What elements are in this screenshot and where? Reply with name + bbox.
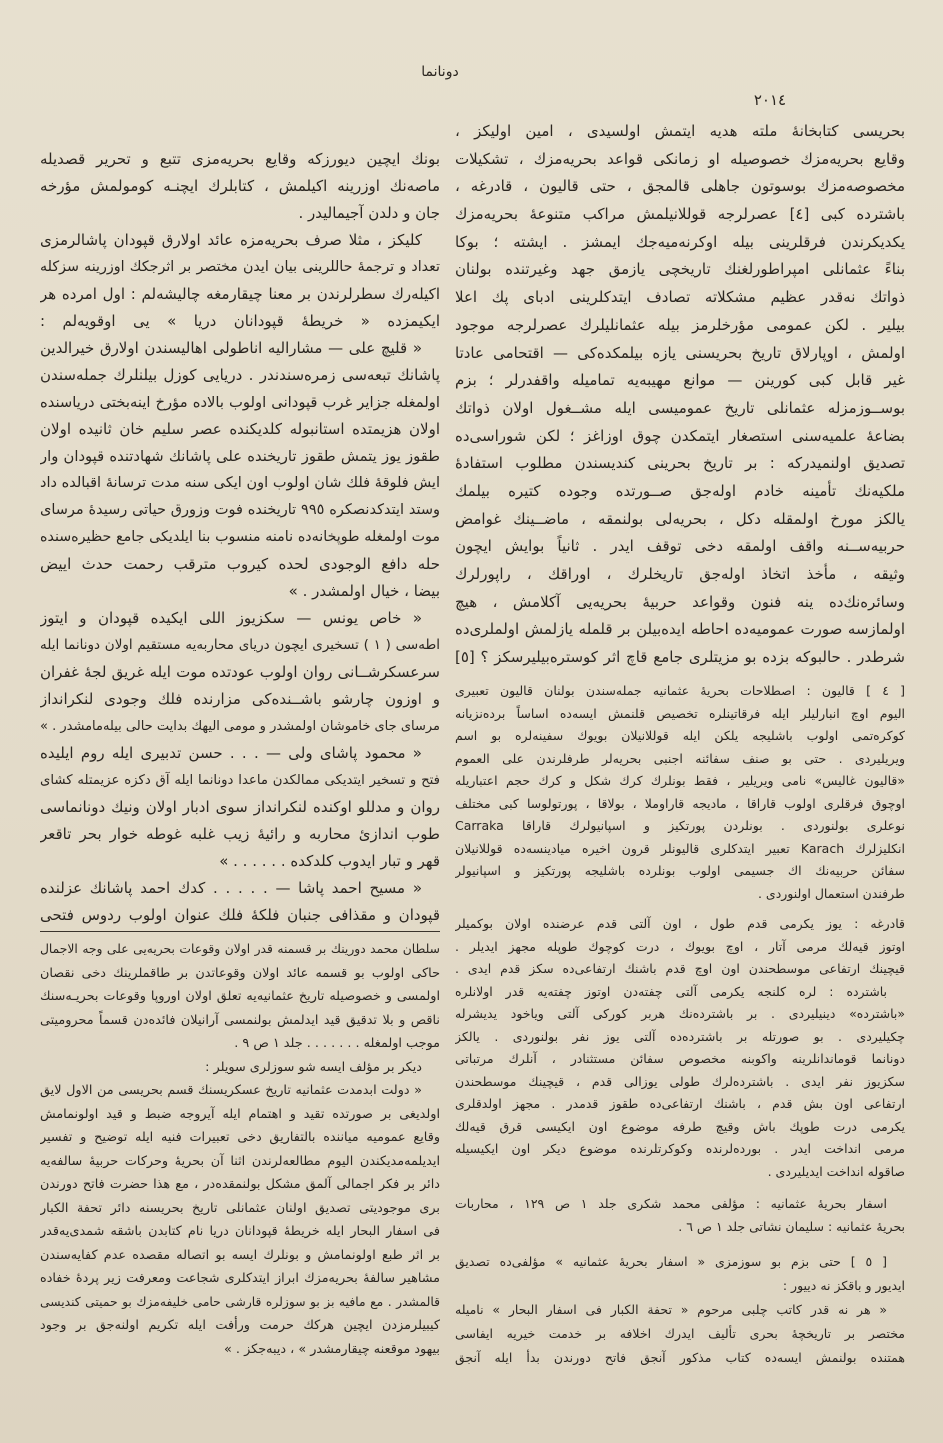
text-line: قیچینك ارتفاعی موسطحندن اون اوچ قدم باشنك ارتفاعی‌ده سکز قدم ایدی . — [455, 961, 905, 976]
text-line: اوچوق فرقلری اولوب قاراقا ، مادیجه قاراوملا ، بولاقا ، پورتولوسا کبی مختلف — [455, 795, 905, 811]
text-line: فتح و تسخیر ایتدیکی ممالکدن ماعدا دونانما ایله آق دکزه عزیمتله کشای — [40, 773, 440, 788]
text-line: اوتوز قیه‌لك مرمی آتار ، اوچ بویوك ، درت کوچوك طوپله مجهز ایدیلر . — [455, 938, 905, 954]
text-line: سلطان محمد دورینك بر قسمنه قدر اولان وقوعات بحریه‌یی علی وجه الاجمال — [40, 942, 440, 956]
text-line: حاکی اولوب بو قسمه عائد اولان وقوعاتدن بر طاقملرینك دخی نقصان — [40, 965, 440, 981]
text-line: پاشانك تبعه‌سی زمره‌سندندر . دریایی کوزل بیلنلرك جمله‌سندن — [40, 366, 440, 384]
running-title: دونانما — [421, 64, 459, 80]
right-column-body — [455, 118, 905, 672]
text-line: « دولت ابدمدت عثمانیه تاریخ عسکریسنك قسم بحریسی من الاول لایق — [40, 1083, 422, 1098]
text-line: اکیله‌رك سطرلرندن بر معنا چیقارمغه چالیشه‌لم : اول امرده هر — [40, 285, 440, 303]
text-line: تصدیق اولنمیدرکه : بر تاریخ بحرینی کندیسندن مطلوب استفادهٔ — [455, 454, 905, 473]
text-line: بونك ایچین دیورزکه وقایع بحریه‌مزی تتبع و تحریر قصدیله — [40, 150, 440, 168]
text-line: یالکز مورخ اولمقله دکل ، بحریه‌لی بولنمقه ، ماضــینك غوامض — [455, 509, 905, 528]
text-line: ذواتك نه‌قدر عظیم مشکلاته تصادف ایتدکلرینی ادبای پك اعلا — [455, 288, 905, 307]
text-line: بضاعهٔ علمیه‌سنی استصغار ایتمکدن چوق اوزاغز ؛ لکن شوراسی‌ده — [455, 426, 905, 445]
text-line: غیر قابل کبی کورینن — موانع مهیبه‌یه تمامیله واقفدرلر ؛ بزم — [455, 371, 905, 390]
text-line: ارتفاعی اون بش قدم ، باشنك ارتفاعی‌ده طقوز قدمدر . مجهز اولدقلری — [455, 1096, 905, 1111]
text-line: طوب اندازیٔ محاربه و رائیهٔ زیب غلبه غوطه خوار بحر تاقعر — [40, 825, 440, 843]
text-line: « هر نه قدر کاتب چلبی مرحوم « تحفة الکبار فی اسفار البحار » نامیله — [455, 1302, 887, 1317]
page-number: ٢٠١٤ — [753, 91, 787, 109]
text-line: یکدیکرندن فرقلرینی بیله اوکرنه‌میه‌جك ایمشز . ایشته ؛ بوکا — [455, 232, 905, 251]
text-line: وسائره‌نك‌ده ینه فنون وقواعد حربیهٔ بحریه‌یی آکلامش ، هیچ — [455, 592, 905, 611]
text-line: [ ٥ ] حتی بزم بو سوزمزی « اسفار بحریهٔ عثمانیه » مؤلفی‌ده تصدیق — [455, 1254, 887, 1269]
text-line: طرفندن استعمال اولنوردی . — [757, 885, 905, 901]
text-line: تعداد و ترجمهٔ حاللرینی بیان ایدن مختصر بر اثرجکك اوزرینه سزکله — [40, 259, 440, 275]
text-line: دونانما قوماندانلرینه واکوبنه مخصوص سفائن مستثنادر ، آنلرك مرتباتی — [455, 1051, 905, 1066]
text-line: سفائن حربیه‌نك اك جسیمی اولوب بونلرده باشلیجه پورتکیز و اسپانیولر — [455, 863, 905, 878]
text-line: ماصه‌نك اوزرینه اکیلمش ، کتابلرك ایچنـه کومولمش مؤرخه — [40, 177, 440, 195]
text-line: اسفار بحریهٔ عثمانیه : مؤلفی محمد شکری جلد ١ ص ١٢٩ ، محاربات — [455, 1196, 887, 1211]
text-line: کلیکز ، مثلا صرف بحریه‌مزه عائد اولارق قپودان پاشالرمزی — [40, 231, 422, 249]
text-line: اولان هزیمتده استانبوله کلدیکنده عصر سلیم خان ثانیده اولان — [40, 420, 440, 438]
text-line: ویریلیردی . حتی بو صنف سفائنه اجنبی بحریه‌لر طرفلرندن علی العموم — [455, 750, 905, 766]
text-line: بیضا ، خیال اولمشدر . » — [288, 582, 440, 600]
text-line: سرعسکرشــانی روان اولوب عودتده موت ایله غریق لجهٔ غفران — [40, 663, 440, 681]
text-line: شرطدر . حالبوکه بزده بو مزیتلری جامع قاچ اثر کوستره‌بیلیرسکز ؟ [٥] — [455, 648, 905, 667]
text-line: اولدیغی بر صورتده تقید و اهتمام ایله آیروجه ضبط و قید اولونمامش — [40, 1106, 440, 1122]
text-line: انکلیزلرك Karach تعبیر ایتدکلری قالیونلر قرون اخیره میادینسه‌ده قوللانیلان — [455, 840, 905, 856]
text-line: بحریهٔ عثمانیه : سلیمان نشاتی جلد ١ ص ٦ . — [678, 1218, 905, 1234]
text-line: قهر و تبار ایدوب کلدکده . . . . . . » — [219, 852, 440, 870]
text-line: بیلیر . لکن عمومی مؤرخلرمز بیله عثمانلیلرك عصرلرجه موجود — [455, 315, 905, 334]
text-line: فی اسفار البحار ایله خریطهٔ قپودانان دریا نام کتابدن باشقه شمدی‌یه‌قدر — [40, 1224, 440, 1239]
text-line: دائر بر فکر اجمالی آلمق مشکل بولنمقده‌در ، مع هذا حضرت فاتح دورندن — [40, 1177, 440, 1192]
text-line: ناقص و بلا تدقیق قید ایدلمش بولنمسی آرانیلان فائده‌دن قسماً محرومیتی — [40, 1012, 440, 1028]
text-line: چکیلیردی . بو صورتله بر باشترده‌ده آلتی یوز نفر بولنوردی . یالکز — [455, 1028, 905, 1044]
text-line: اطه‌سی ( ١ ) تسخیری ایچون دریای محاربه‌یه مستقیم اولان دونانما ایله — [40, 637, 440, 653]
text-line: کیبیلرمزدن ایچین هرکك حرمت ورأفت ایله تکریم اولنه‌جق بر وجود — [40, 1318, 440, 1333]
text-line: بناءً عثمانلی امپراطورلغنك تاریخچی یازمق جهد وغیرتنده بولنان — [455, 260, 905, 279]
text-line: باشترده : لره کلنجه یکرمی آلتی چفته‌دن اوتوز چفته‌یه قدر اولانلره — [455, 983, 887, 999]
text-line: اولمازسه صورت عمومیه‌ده احاطه ایده‌بیلن بر قلمله یازلمش اولملری‌ده — [455, 620, 905, 639]
text-line: حربیه‌ســنه واقف اولمقه دخی توقف ایدر . ثانیاً بوایش ایچون — [455, 537, 905, 556]
text-line: صاقوله انداخت ایدیلیردی . — [767, 1163, 905, 1179]
text-line: و اوزون چارشو باشــنده‌کی مزارنده فلك وجودی لنکرانداز — [40, 690, 440, 708]
text-line: بحریسی کتابخانهٔ ملته هدیه ایتمش اولسیدی ، امین اولیکز ، — [455, 122, 905, 140]
text-line: وقایع عمومیه میاننده بالتفاریق دخی تعبیرات فنیه ایله توضیح و تفسیر — [40, 1130, 440, 1145]
text-line: اولمغله جزایر غرب قپودانی اولوب بالاده مؤرخ اینه‌بختی دریاسنده — [40, 394, 440, 411]
text-line: ایکیمزده « خریطهٔ قپودانان دریا » یی اوقویه‌لم : — [40, 312, 440, 330]
text-line: مرمی انداخت ایدر . بورده‌لرنده وکوکرتلرنده موضوع دیکر اون ایکیسیله — [455, 1141, 905, 1156]
text-line: الیوم اوچ انبارلیلر ایله فرقاتینلره تخصیص قلنمش ایسه‌ده اساساً برده‌نزیانه — [455, 705, 905, 721]
text-line: قالمشدر . مع مافیه بز بو سوزلره قارشی حامی خلیفه‌مزك بو حمیتی کندیسی — [40, 1294, 440, 1309]
text-line: حله دافع الوجودی لحده کیروب مترقب رحمت حدث اییض — [40, 555, 440, 573]
text-line: قادرغه : یوز یکرمی قدم طول ، اون آلتی قدم عرضنده اولان بوکمیلر — [455, 916, 905, 931]
text-line: «قالیون غالیس» نامی ویریلیر ، فقط بونلرك کرك شکل و کرك حجم اعتباریله — [455, 773, 905, 788]
text-line: جان و دلدن آجیمالیدر . — [298, 204, 440, 222]
text-line: مشاهیر سالفهٔ بحریه‌مزك ابراز ایتدکلری شجاعت ومعرفت زیر پردهٔ خفاده — [40, 1271, 440, 1286]
text-line: کوکره‌تمی اولوب باشلیجه یلکن ایله قوللانیلان بویوك سفینه‌لره بو اسم — [455, 728, 905, 743]
text-line: « خاص یونس — سکزیوز اللی ایکیده قپودان و ایتوز — [40, 609, 422, 627]
text-line: ایدیور و باقکز نه دییور : — [782, 1278, 905, 1293]
text-line: مخصوصه‌مزك بوسوتون جاهلی قالمجق ، حتی قالیون ، قادرغه ، — [455, 177, 905, 196]
text-line: «باشترده» دینیلیردی . بر باشترده‌نك هربر کورکی آلتی ویاخود یدیشرله — [455, 1006, 905, 1021]
text-line: « محمود پاشای ولی — . . . حسن تدبیری ایله روم ایلیده — [40, 744, 422, 762]
text-line: موجب اولمغله . . . . . . . جلد ١ ص ٩ . — [234, 1036, 440, 1051]
text-line: بری موجودیتی تصدیق اولنان عثمانلی تاریخ بحریسنه دائر تحفة الکبار — [40, 1200, 440, 1216]
text-line: وستد ایتدکدنصکره ٩٩٥ تاریخنده فوت وزورق حیاتی رسیدهٔ مرسای — [40, 502, 440, 518]
left-column-body — [40, 146, 440, 929]
footnote-5 — [455, 1250, 905, 1370]
text-line: قپودان و مقذافی جنبان فلکهٔ فلك عنوان اولوب ردوس فتحی — [40, 906, 440, 924]
text-line: اولمسی و خصوصیله تاریخ عثمانیه‌یه تعلق اولان اوروپا وقوعات بحریـه‌سنك — [40, 989, 440, 1004]
text-line: ملکیه‌نك تأمینه خادم اوله‌جق صــورتده وجوده کتیره بیلمك — [455, 481, 905, 500]
text-line: روان و مدللو اوکنده لنکرانداز سوی ادبار اولان ونیك دونانماسی — [40, 798, 440, 816]
text-line: باشترده کبی [٤] عصرلرجه قوللانیلمش مراکب متنوعهٔ بحریه‌مزك — [455, 205, 905, 224]
text-line: مختصر بر تاریخچهٔ بحری تألیف ایدرك اخلافه بر خدمت خیریه ایفاسی — [455, 1326, 905, 1341]
text-line: [ ٤ ] قالیون : اصطلاحات بحریهٔ عثمانیه جمله‌سندن بولنان قالیون تعبیری — [455, 683, 905, 698]
text-line: وثیقه ، مأخذ اتخاذ اوله‌جق تاریخلرك ، اوراقك ، راپورلرك — [455, 565, 905, 583]
text-line: بر اثر طبع اولونمامش و بونلرك ایسه بو اتصاله مقصده عدم کفایه‌سندن — [40, 1247, 440, 1263]
text-line: مرسای جای خاموشان اولمشدر و مومی الیهك بدایت حالی بیله‌مامشدر . » — [40, 719, 440, 734]
text-line: ایش فلوقهٔ فلك شان اولوب اون ایکی سنه مدت ترسانهٔ اقبالده داد — [40, 475, 440, 491]
text-line: وقایع بحریه‌مزك خصوصیله او زمانکی قواعد بحریه‌مزك ، تشکیلات — [455, 149, 905, 168]
left-column-continuation — [40, 938, 440, 1361]
text-line: ایدیلمه‌مدیکندن الیوم مطالعه‌لرندن اثنا آن بحریهٔ وحرکات حربیهٔ سالفه‌یه — [40, 1153, 440, 1169]
column-rule — [40, 931, 440, 932]
footnote-kadirga — [455, 913, 905, 1183]
text-line: موت اولمغله طوپخانه‌ده نامنه منسوب بنا ایلدیکی جامع حظیره‌سنده — [40, 529, 440, 545]
text-line: دیکر بر مؤلف ایسه شو سوزلری سویلر : — [205, 1059, 422, 1075]
text-line: سکزیوز نفر ایدی . باشترده‌لرك طولی یوزالی قدم ، قیچینك موسطحندن — [455, 1073, 905, 1089]
text-line: یکرمی درت طوپك باش وقیچ طرفه موضوع اون ایکیسی قرق قیه‌لك — [455, 1118, 905, 1134]
text-line: نوعلری بولنوردی . بونلردن پورتکیز و اسپانیولرك قاراقا Carraka — [455, 818, 905, 833]
text-line: « قلیچ علی — مشارالیه اناطولی اهالیسندن اولارق خیرالدین — [40, 339, 422, 357]
text-line: « مسیح احمد پاشا — . . . . . کدك احمد پاشانك عزلنده — [40, 879, 422, 897]
text-line: بوســوزمزله عثمانلی تاریخ عمومیسی ایله مشــغول اولان ذواتك — [455, 398, 905, 417]
text-line: طقوز یوز یتمش طقوز تاریخنده علی پاشانك شهادتنده قپودان وار — [40, 448, 440, 465]
text-line: بیهود موقعنه چیقارمشدر » ، دیبه‌جکز . » — [224, 1341, 440, 1357]
text-line: اولمش ، اوپارلاق تاریخ بحریسنی یازه بیلمکده‌کی — اقتحامی عادتا — [455, 343, 905, 362]
text-line: همتنده بولنمش ایسه‌ده کتاب مذکور آنجق فاتح دورندن بدأ ایله آنجق — [455, 1350, 905, 1365]
footnote-sources — [455, 1193, 905, 1238]
footnote-4 — [455, 680, 905, 905]
